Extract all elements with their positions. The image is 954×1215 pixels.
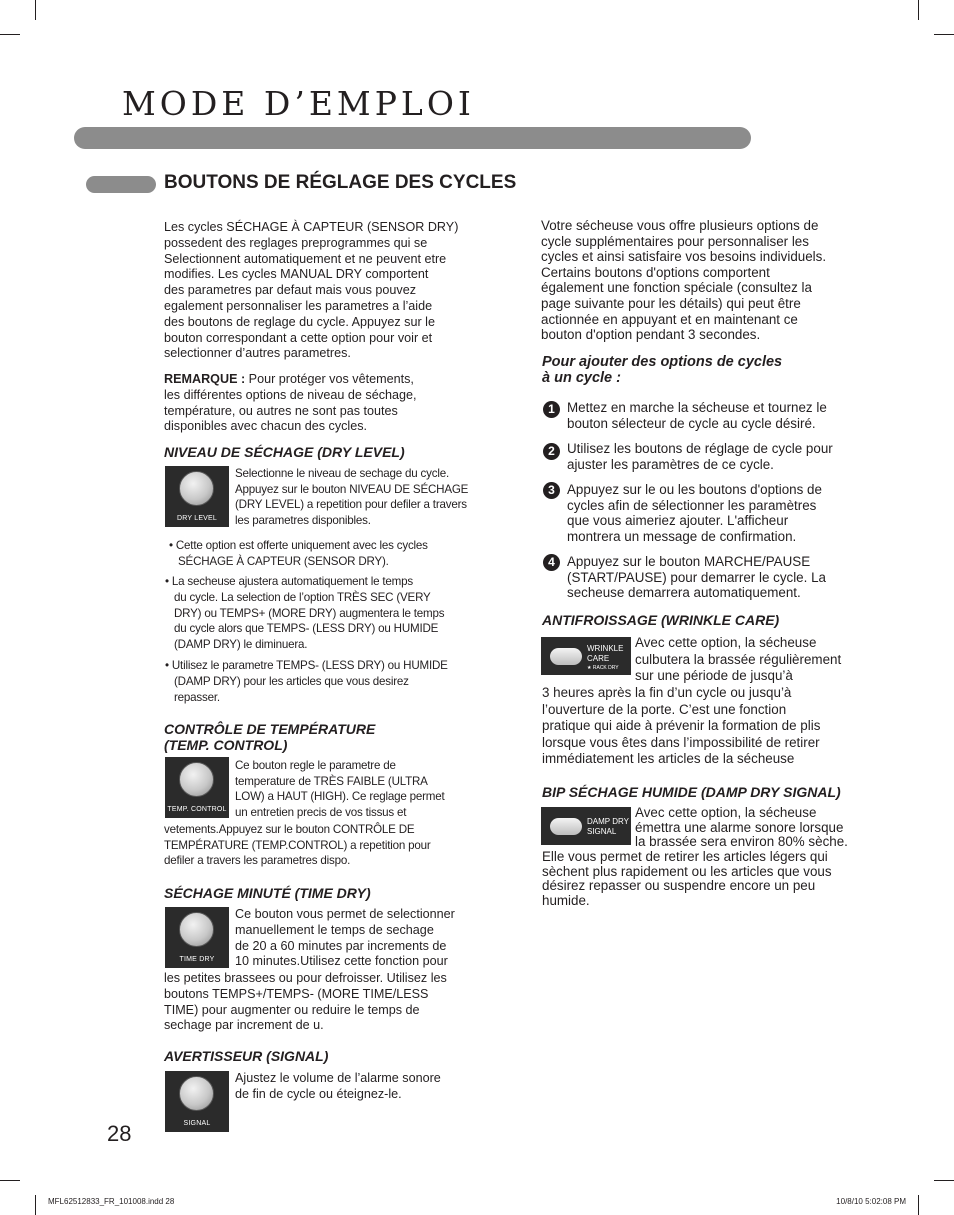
crop-mark <box>0 1180 20 1181</box>
damp-dry-heading: BIP SÉCHAGE HUMIDE (DAMP DRY SIGNAL) <box>542 784 841 800</box>
damp-dry-signal-button[interactable] <box>541 807 631 845</box>
section-marker <box>86 176 156 193</box>
step-text: Utilisez les boutons de réglage de cycle pour ajuster les paramètres de ce cycle. <box>567 441 833 472</box>
knob-icon <box>179 1076 214 1111</box>
dry-level-button-label: DRY LEVEL <box>176 515 218 522</box>
rack-dry-label: ★ RACK DRY <box>587 665 619 671</box>
step-number: 2 <box>543 443 560 460</box>
crop-mark <box>0 34 20 35</box>
page-number: 28 <box>107 1121 132 1146</box>
crop-mark <box>35 1195 36 1215</box>
signal-button-label: SIGNAL <box>183 1120 211 1127</box>
wrinkle-care-button-label: WRINKLE CARE <box>587 644 624 663</box>
step-text: Mettez en marche la sécheuse et tournez le bouton sélecteur de cycle au cycle désiré. <box>567 400 827 431</box>
page-title: MODE D’EMPLOI <box>122 84 475 123</box>
wrinkle-care-description: Avec cette option, la sécheuse culbutera la brassée régulièrement sur une période de jusqu’à <box>635 635 842 684</box>
time-dry-button-label: TIME DRY <box>179 956 215 963</box>
step-number: 1 <box>543 401 560 418</box>
step-text: Appuyez sur le bouton MARCHE/PAUSE (START/PAUSE) pour demarrer le cycle. La secheuse demarrera automatiquement. <box>567 554 826 601</box>
signal-heading: AVERTISSEUR (SIGNAL) <box>164 1048 329 1064</box>
header-bar <box>74 127 751 149</box>
note: REMARQUE : Pour protéger vos vêtements, les différentes options de niveau de séchage, température, ou autres ne sont pas toutes disponibles avec chacun des cycles. <box>164 372 417 434</box>
damp-dry-description: Avec cette option, la sécheuse émettra une alarme sonore lorsque la brassée sera environ 80% sèche. <box>635 805 848 850</box>
temp-control-button-label: TEMP. CONTROL <box>167 806 227 813</box>
temp-control-button[interactable] <box>165 757 229 818</box>
time-dry-description: Ce bouton vous permet de selectionner manuellement le temps de sechage de 20 a 60 minutes par increments de 10 minutes.Utilisez cette fonction pour <box>235 907 455 969</box>
step-text: Appuyez sur le ou les boutons d'options de cycles afin de sélectionner les paramètres que vous aimeriez ajouter. L'afficheur montrera un message de confirmation. <box>567 482 822 544</box>
crop-mark <box>918 0 919 20</box>
wrinkle-care-heading: ANTIFROISSAGE (WRINKLE CARE) <box>542 612 780 628</box>
knob-icon <box>179 762 214 797</box>
wrinkle-care-description-cont: 3 heures après la fin d’un cycle ou jusqu’à l’ouverture de la porte. C’est une fonction pratique qui aide à prévenir la formation de plis lorsque vous êtes dans l’impossibilité de retirer immédiatement les articles de la sécheuse <box>542 685 821 767</box>
signal-button[interactable] <box>165 1071 229 1132</box>
toggle-pill-icon <box>550 648 582 665</box>
temp-control-heading: CONTRÔLE DE TEMPÉRATURE (TEMP. CONTROL) <box>164 721 376 753</box>
crop-mark <box>934 34 954 35</box>
left-intro: Les cycles SÉCHAGE À CAPTEUR (SENSOR DRY) possedent des reglages preprogrammes qui se Selectionnent automatiquement et ne peuvent etre modifies. Les cycles MANUAL DRY comportent des parametres par defaut mais vous pouvez egalement personnaliser les parametres a l’aide des boutons de reglage du cycle. Appuyez sur le bouton correspondant a cette option pour voir et selectionner d’autres parametres. <box>164 220 459 361</box>
damp-dry-button-label: DAMP DRY SIGNAL <box>587 817 629 836</box>
right-intro: Votre sécheuse vous offre plusieurs options de cycle supplémentaires pour personnaliser les cycles et ainsi satisfaire vos besoins individuels. Certains boutons d'options comportent également une fonction spéciale (consultez la page suivante pour les détails) qui peut être actionnée en appuyant et en maintenant ce bouton d'option pendant 3 secondes. <box>541 218 827 343</box>
damp-dry-description-cont: Elle vous permet de retirer les articles légers qui sèchent plus rapidement ou les articles que vous désirez repasser ou suspendre encore un peu humide. <box>542 849 832 908</box>
wrinkle-care-button[interactable] <box>541 637 631 675</box>
note-label: REMARQUE : <box>164 372 246 386</box>
dry-level-bullet: • Cette option est offerte uniquement avec les cycles SÉCHAGE À CAPTEUR (SENSOR DRY). <box>169 539 428 568</box>
footer-file-info: MFL62512833_FR_101008.indd 28 <box>48 1197 175 1206</box>
temp-control-description: Ce bouton regle le parametre de temperature de TRÈS FAIBLE (ULTRA LOW) a HAUT (HIGH). Ce reglage permet un entretien precis de vos tissus et <box>235 759 445 819</box>
dry-level-heading: NIVEAU DE SÉCHAGE (DRY LEVEL) <box>164 444 405 460</box>
step-number: 4 <box>543 554 560 571</box>
dry-level-description: Selectionne le niveau de sechage du cycle. Appuyez sur le bouton NIVEAU DE SÉCHAGE (DRY LEVEL) a repetition pour defiler a travers les parametres disponibles. <box>235 467 469 527</box>
knob-icon <box>179 471 214 506</box>
dry-level-button[interactable] <box>165 466 229 527</box>
signal-description: Ajustez le volume de l’alarme sonore de fin de cycle ou éteignez-le. <box>235 1071 441 1101</box>
time-dry-description-cont: les petites brassees ou pour defroisser. Utilisez les boutons TEMPS+/TEMPS- (MORE TIME/LESS TIME) pour augmenter ou reduire le temps de sechage par increment de u. <box>164 971 447 1033</box>
dry-level-bullet: • La secheuse ajustera automatiquement le temps du cycle. La selection de l’option TRÈS SEC (VERY DRY) ou TEMPS+ (MORE DRY) augmentera le temps du cycle alors que TEMPS- (LESS DRY) ou HUMIDE (DAMP DRY) le diminuera. <box>165 575 445 652</box>
section-title: BOUTONS DE RÉGLAGE DES CYCLES <box>164 172 517 193</box>
add-options-heading: Pour ajouter des options de cycles à un cycle : <box>542 354 783 386</box>
toggle-pill-icon <box>550 818 582 835</box>
step-number: 3 <box>543 482 560 499</box>
crop-mark <box>934 1180 954 1181</box>
time-dry-button[interactable] <box>165 907 229 968</box>
crop-mark <box>918 1195 919 1215</box>
temp-control-description-cont: vetements.Appuyez sur le bouton CONTRÔLE DE TEMPÉRATURE (TEMP.CONTROL) a repetition pour defiler a travers les parametres dispo. <box>164 823 431 868</box>
footer-timestamp: 10/8/10 5:02:08 PM <box>836 1197 906 1206</box>
crop-mark <box>35 0 36 20</box>
time-dry-heading: SÉCHAGE MINUTÉ (TIME DRY) <box>164 885 371 901</box>
knob-icon <box>179 912 214 947</box>
dry-level-bullet: • Utilisez le parametre TEMPS- (LESS DRY) ou HUMIDE (DAMP DRY) pour les articles que vous desirez repasser. <box>165 659 448 704</box>
